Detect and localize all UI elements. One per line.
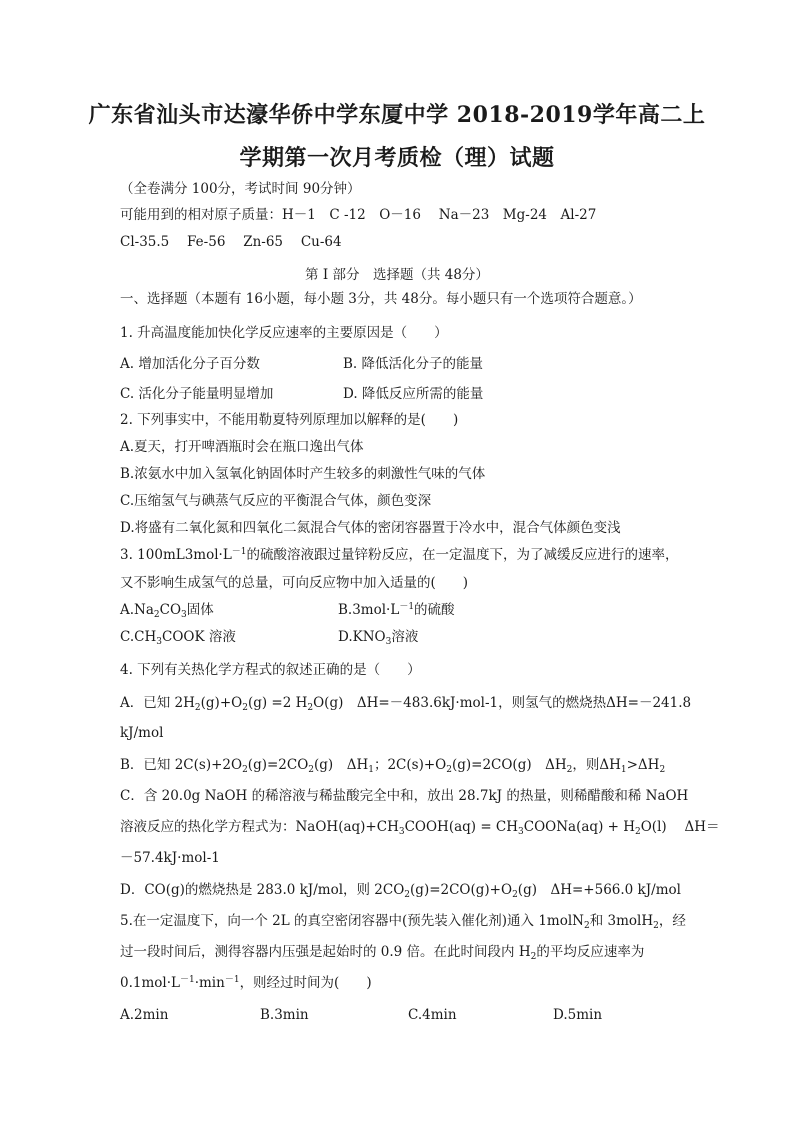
- q3-option-a: $A.Na_2CO_3$固体: [120, 602, 214, 620]
- q1-option-d: D. 降低反应所需的能量: [343, 386, 484, 402]
- q5-option-a: A.2min: [120, 1007, 169, 1023]
- q1-stem: 1. 升高温度能加快化学反应速率的主要原因是（ ）: [120, 325, 448, 341]
- q4-option-c-line2: 溶液反应的热化学方程式为：$NaOH(aq)+CH_3COOH(aq)$ = $CH_3COONa(aq) + H_2O(l)$ ΔH＝: [120, 819, 720, 837]
- section-title: 一、选择题（本题有 16小题，每小题 3分，共 48分。每小题只有一个选项符合题意。）: [120, 291, 642, 307]
- q2-option-d: D.将盛有二氧化氮和四氧化二氮混合气体的密闭容器置于冷水中，混合气体颜色变浅: [120, 520, 621, 536]
- q5-stem-line1: 5.在一定温度下，向一个 2L 的真空密闭容器中(预先装入催化剂)通入 1molN$_2$和 3molH$_2$，经: [120, 913, 686, 931]
- q5-option-d: D.5min: [553, 1007, 603, 1023]
- q1-option-b: B. 降低活化分子的能量: [343, 356, 484, 372]
- q3-stem-line1: 3. $100mL3mol\cdot L^{-1}$的硫酸溶液跟过量锌粉反应，在一定温度下，为了减缓反应进行的速率，: [120, 547, 679, 563]
- q5-stem-line3: $0.1mol\cdot L^{-1}\cdot\min^{-1}$，则经过时间为( ): [120, 975, 372, 991]
- q3-stem-line2: 又不影响生成氢气的总量，可向反应物中加入适量的( ): [120, 575, 469, 591]
- q5-option-c: C.4min: [408, 1007, 457, 1023]
- q5-stem-line2: 过一段时间后，测得容器内压强是起始时的 0.9 倍。在此时间段内 $H_2$的平均反应速率为: [120, 944, 645, 962]
- exam-info: （全卷满分 100分，考试时间 90分钟）: [120, 181, 361, 197]
- q1-option-a: A. 增加活化分子百分数: [120, 356, 260, 372]
- q4-option-a: A．已知 $2H_2(g)+O_2(g) =2$ $H_2O(g)$ ΔH=－483.6kJ·mol-1，则氢气的燃烧热ΔH=－241.8: [120, 695, 692, 713]
- q2-option-a: A.夏天，打开啤酒瓶时会在瓶口逸出气体: [120, 439, 364, 455]
- q3-option-c: $C.CH_3COOK$ 溶液: [120, 629, 236, 647]
- q4-option-c-line3: －57.4kJ·mol-1: [120, 850, 220, 866]
- q3-option-b: $B.3mol\cdot L^{-1}$的硫酸: [338, 602, 455, 618]
- page-title-line1: 广东省汕头市达濠华侨中学东厦中学 2018-2019学年高二上: [88, 102, 706, 128]
- q3-option-d: $D.KNO_3$溶液: [338, 629, 419, 647]
- q2-stem: 2. 下列事实中，不能用勒夏特列原理加以解释的是( ): [120, 412, 459, 428]
- q2-option-c: C.压缩氢气与碘蒸气反应的平衡混合气体，颜色变深: [120, 493, 432, 509]
- page-title-line2: 学期第一次月考质检（理）试题: [239, 145, 555, 171]
- q4-stem: 4. 下列有关热化学方程式的叙述正确的是（ ）: [120, 662, 421, 678]
- q4-option-a-continued: kJ/mol: [120, 725, 164, 741]
- part-title: 第 I 部分 选择题（共 48分）: [305, 267, 489, 283]
- q2-option-b: B.浓氨水中加入氢氧化钠固体时产生较多的刺激性气味的气体: [120, 466, 486, 482]
- q4-option-c-line1: C．含 20.0g NaOH 的稀溶液与稀盐酸完全中和，放出 28.7kJ 的热量，则稀醋酸和稀 NaOH: [120, 788, 689, 804]
- atomic-masses-line1: 可能用到的相对原子质量：H－1 C -12 O－16 Na－23 Mg-24 Al-27: [120, 207, 597, 223]
- q1-option-c: C. 活化分子能量明显增加: [120, 386, 274, 402]
- q4-option-b: B．已知 $2C(s)+2O_2(g)=2CO_2(g)$ $\Delta H_1$；$2C(s)+O_2(g)=2CO(g)$ $\Delta H_2$，则$\Delta H_1>\Delta H_2$: [120, 757, 666, 775]
- atomic-masses-line2: Cl-35.5 Fe-56 Zn-65 Cu-64: [120, 234, 342, 250]
- q4-option-d: D．CO(g)的燃烧热是 283.0 kJ/mol，则 $2CO_2(g)=2CO(g)+O_2(g)$ ΔH=+566.0 kJ/mol: [120, 882, 681, 900]
- q5-option-b: B.3min: [260, 1007, 309, 1023]
